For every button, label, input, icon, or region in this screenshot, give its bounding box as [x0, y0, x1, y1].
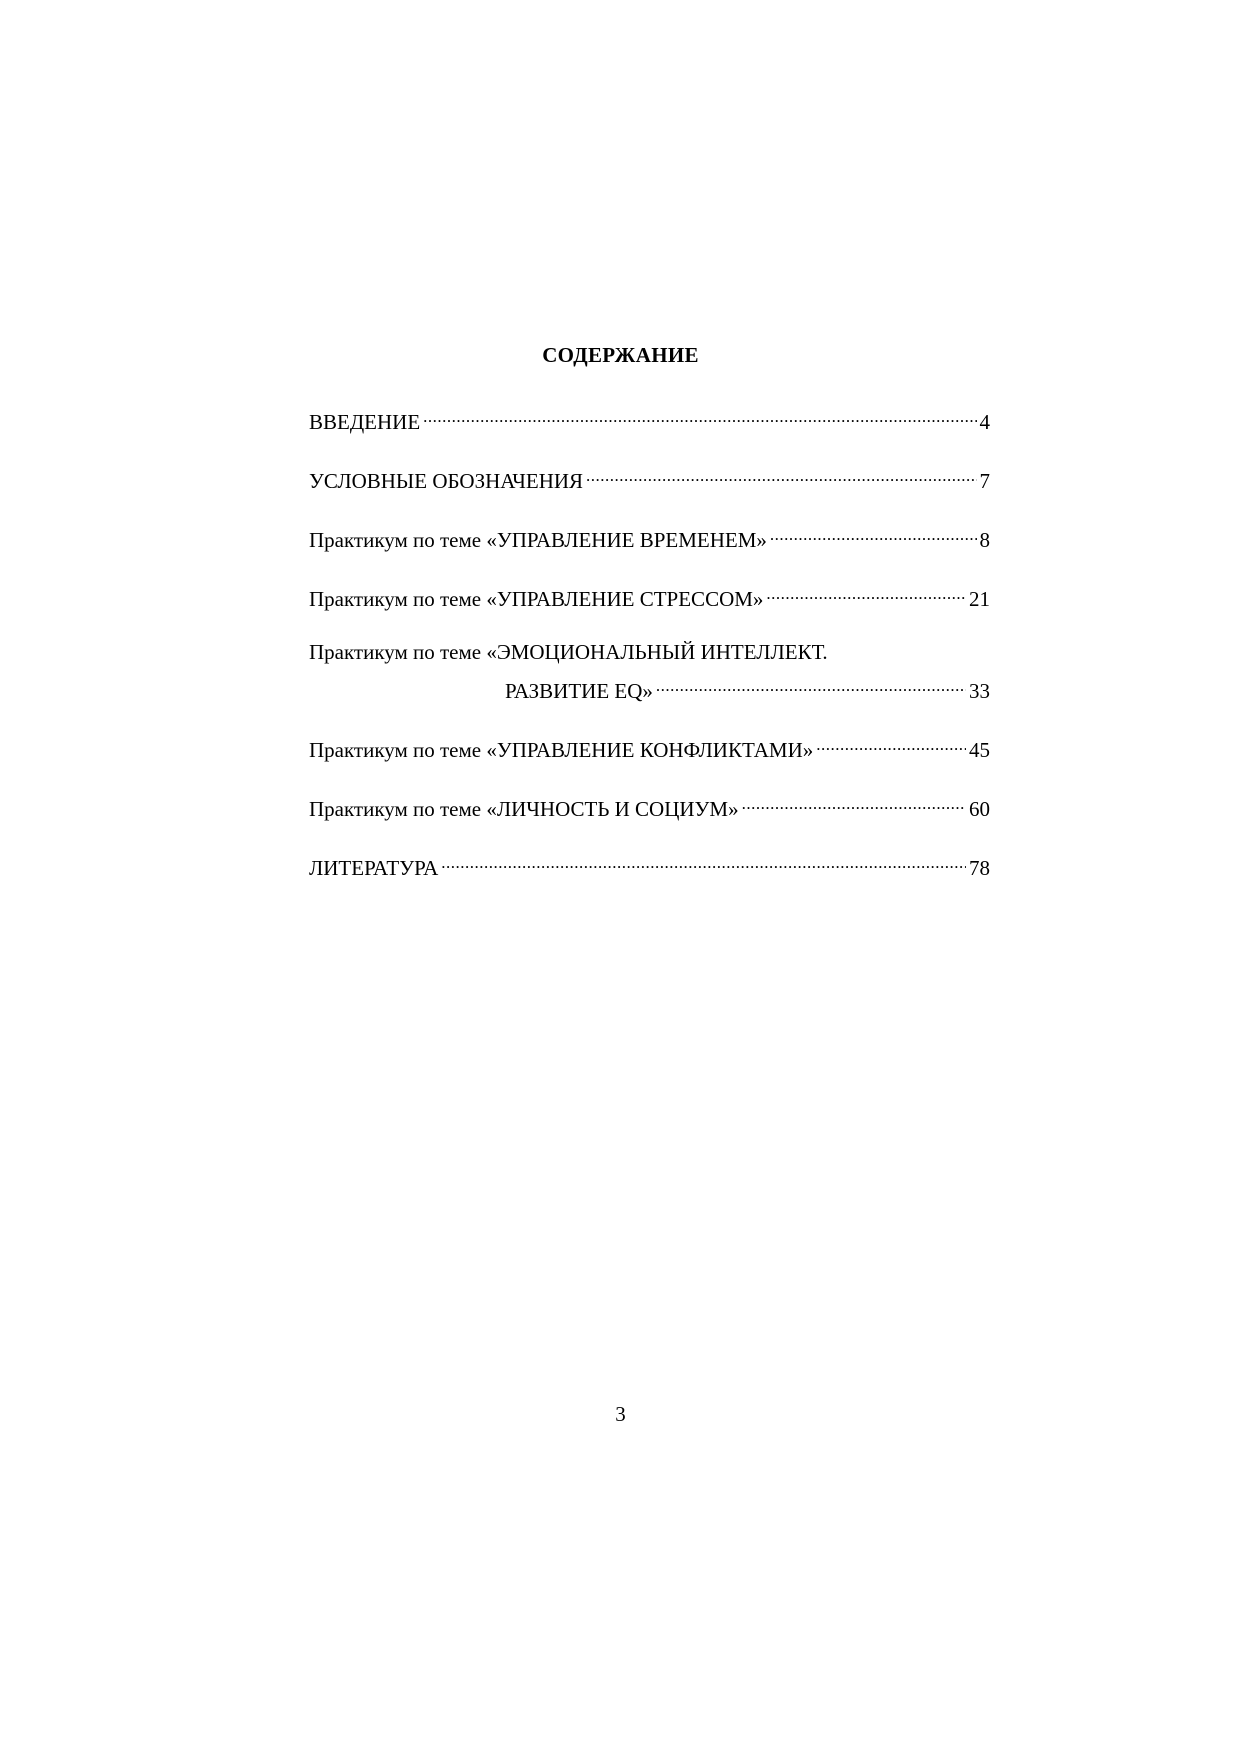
toc-entry-label: ВВЕДЕНИЕ [309, 410, 421, 434]
page-title: СОДЕРЖАНИЕ [542, 343, 699, 367]
toc-entry-eq-line1[interactable]: Практикум по теме «ЭМОЦИОНАЛЬНЫЙ ИНТЕЛЛЕКТ. [309, 640, 828, 664]
toc-entry-page: 21 [969, 587, 990, 611]
toc-entry-label: Практикум по теме «УПРАВЛЕНИЕ ВРЕМЕНЕМ» [309, 528, 767, 552]
toc-entry-page: 33 [969, 679, 990, 703]
toc-entry-page: 78 [969, 856, 990, 880]
toc-entry-label: УСЛОВНЫЕ ОБОЗНАЧЕНИЯ [309, 469, 584, 493]
toc-entry-conflict-management[interactable] [309, 731, 990, 763]
dot-leader [742, 790, 966, 816]
toc-entry-intro[interactable] [309, 403, 990, 435]
dot-leader [441, 849, 966, 875]
toc-entry-label: ЛИТЕРАТУРА [309, 856, 439, 880]
toc-entry-page: 4 [979, 410, 990, 434]
dot-leader [816, 731, 966, 757]
dot-leader [766, 580, 966, 606]
toc-entry-personality-society[interactable] [309, 790, 990, 822]
toc-entry-page: 7 [979, 469, 990, 493]
toc-entry-symbols[interactable] [309, 462, 990, 494]
toc-entry-page: 45 [969, 738, 990, 762]
toc-entry-eq[interactable] [505, 672, 990, 704]
toc-entry-label: Практикум по теме «УПРАВЛЕНИЕ СТРЕССОМ» [309, 587, 764, 611]
dot-leader [586, 462, 976, 488]
toc-entry-page: 8 [979, 528, 990, 552]
toc-entry-stress-management[interactable] [309, 580, 990, 612]
toc-entry-page: 60 [969, 797, 990, 821]
page-number: 3 [615, 1402, 626, 1426]
dot-leader [656, 672, 966, 698]
toc-entry-literature[interactable] [309, 849, 990, 881]
toc-entry-label: Практикум по теме «УПРАВЛЕНИЕ КОНФЛИКТАМИ» [309, 738, 814, 762]
toc-entry-label: Практикум по теме «ЛИЧНОСТЬ И СОЦИУМ» [309, 797, 739, 821]
dot-leader [770, 521, 977, 547]
toc-entry-time-management[interactable] [309, 521, 990, 553]
dot-leader [423, 403, 976, 429]
toc-entry-label: РАЗВИТИЕ EQ» [505, 679, 653, 703]
